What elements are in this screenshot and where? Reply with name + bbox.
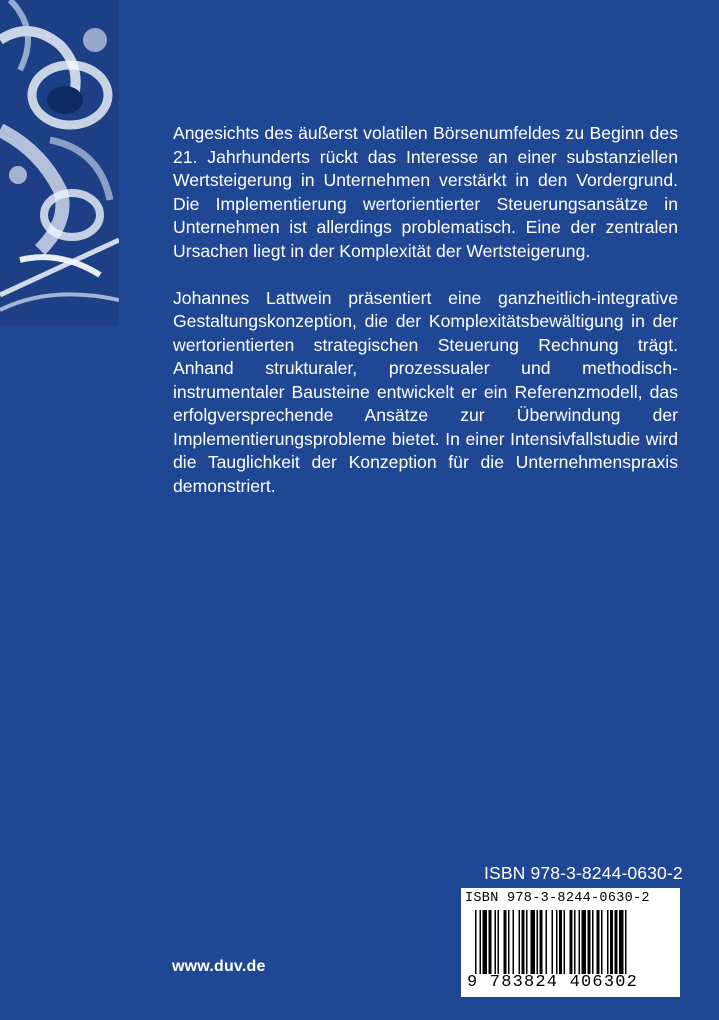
abstract-photo: [0, 0, 119, 325]
barcode-isbn-text: ISBN 978-3-8244-0630-2: [465, 891, 650, 906]
back-cover-blurb: [173, 122, 678, 522]
blurb-paragraph-1: Angesichts des äußerst volatilen Börsenumfeldes zu Beginn des 21. Jahrhunderts rückt das Interesse an einer substanziellen Wertsteigerung in Unternehmen verstärkt in den Vordergrund. Die Implementierung wertorientierter Steuerungsansätze in Unternehmen ist allerdings problematisch. Eine der zentralen Ursachen liegt in der Komplexität der Wertsteigerung.: [173, 123, 678, 261]
cover-photo-strip: [0, 0, 119, 325]
blurb-paragraph-2: Johannes Lattwein präsentiert eine ganzheitlich-integrative Gestaltungskonzeption, die der Komplexitätsbewältigung in der wertorientierten strategischen Steuerung Rechnung trägt. Anhand strukturaler, prozessualer und methodisch-instrumentaler Bausteine entwickelt er ein Referenzmodell, das erfolgversprechende Ansätze zur Überwindung der Implementierungsprobleme bietet. In einer Intensivfallstudie wird die Tauglichkeit der Konzeption für die Unternehmenspraxis demonstriert.: [173, 287, 678, 496]
barcode-digits: 9 783824 406302: [467, 973, 639, 992]
barcode: [461, 888, 680, 997]
website-link[interactable]: www.duv.de: [172, 958, 266, 975]
isbn-label: ISBN 978-3-8244-0630-2: [484, 863, 683, 883]
